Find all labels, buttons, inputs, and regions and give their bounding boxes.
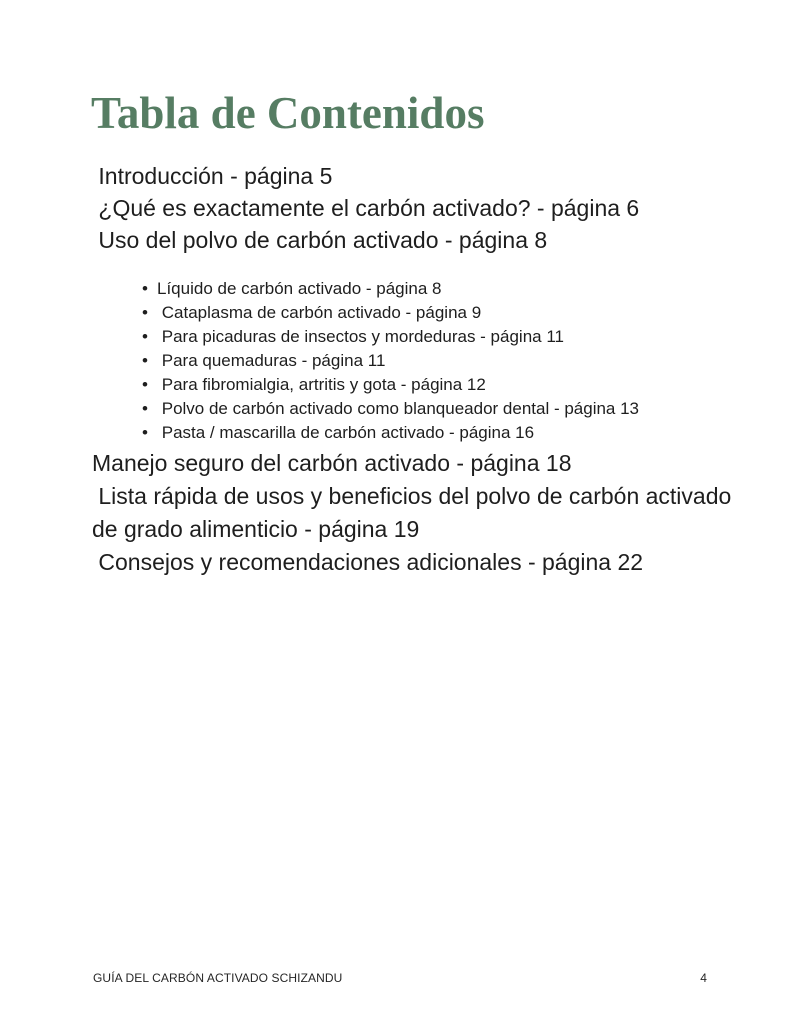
toc-entry: Introducción - página 5 xyxy=(92,163,333,189)
toc-sub-entry-label: Para picaduras de insectos y mordeduras - página 11 xyxy=(157,327,564,346)
bullet-icon: • xyxy=(142,327,148,346)
toc-entry: Manejo seguro del carbón activado - página 18 xyxy=(92,450,572,476)
bullet-icon: • xyxy=(142,399,148,418)
toc-sub-entries xyxy=(142,277,717,445)
toc-sub-entry xyxy=(142,325,717,349)
footer-document-title: GUÍA DEL CARBÓN ACTIVADO SCHIZANDU xyxy=(93,971,343,985)
toc-sub-entry xyxy=(142,373,717,397)
toc-entry: Uso del polvo de carbón activado - página 8 xyxy=(92,227,548,253)
toc-entry: Lista rápida de usos y beneficios del polvo de carbón activado de grado alimenticio - página 19 xyxy=(92,483,738,542)
toc-secondary-entries xyxy=(92,447,747,579)
bullet-icon: • xyxy=(142,375,148,394)
toc-entry: ¿Qué es exactamente el carbón activado? - página 6 xyxy=(92,195,640,221)
bullet-icon: • xyxy=(142,303,148,322)
toc-sub-entry-label: Cataplasma de carbón activado - página 9 xyxy=(157,303,482,322)
toc-primary-entries xyxy=(92,160,747,256)
toc-sub-entry-label: Líquido de carbón activado - página 8 xyxy=(157,279,442,298)
page-footer xyxy=(93,971,707,985)
toc-entry: Consejos y recomendaciones adicionales - página 22 xyxy=(92,549,644,575)
page-number: 4 xyxy=(700,971,707,985)
toc-sub-entry-label: Pasta / mascarilla de carbón activado - página 16 xyxy=(157,423,535,442)
toc-sub-entry xyxy=(142,421,717,445)
toc-sub-entry xyxy=(142,397,717,421)
toc-sub-entry xyxy=(142,349,717,373)
toc-sub-entry xyxy=(142,277,717,301)
toc-sub-entry-label: Para quemaduras - página 11 xyxy=(157,351,386,370)
bullet-icon: • xyxy=(142,423,148,442)
page-title: Tabla de Contenidos xyxy=(91,88,485,138)
toc-sub-entry-label: Polvo de carbón activado como blanqueador dental - página 13 xyxy=(157,399,640,418)
toc-sub-entry xyxy=(142,301,717,325)
bullet-icon: • xyxy=(142,279,148,298)
bullet-icon: • xyxy=(142,351,148,370)
toc-sub-entry-label: Para fibromialgia, artritis y gota - página 12 xyxy=(157,375,486,394)
